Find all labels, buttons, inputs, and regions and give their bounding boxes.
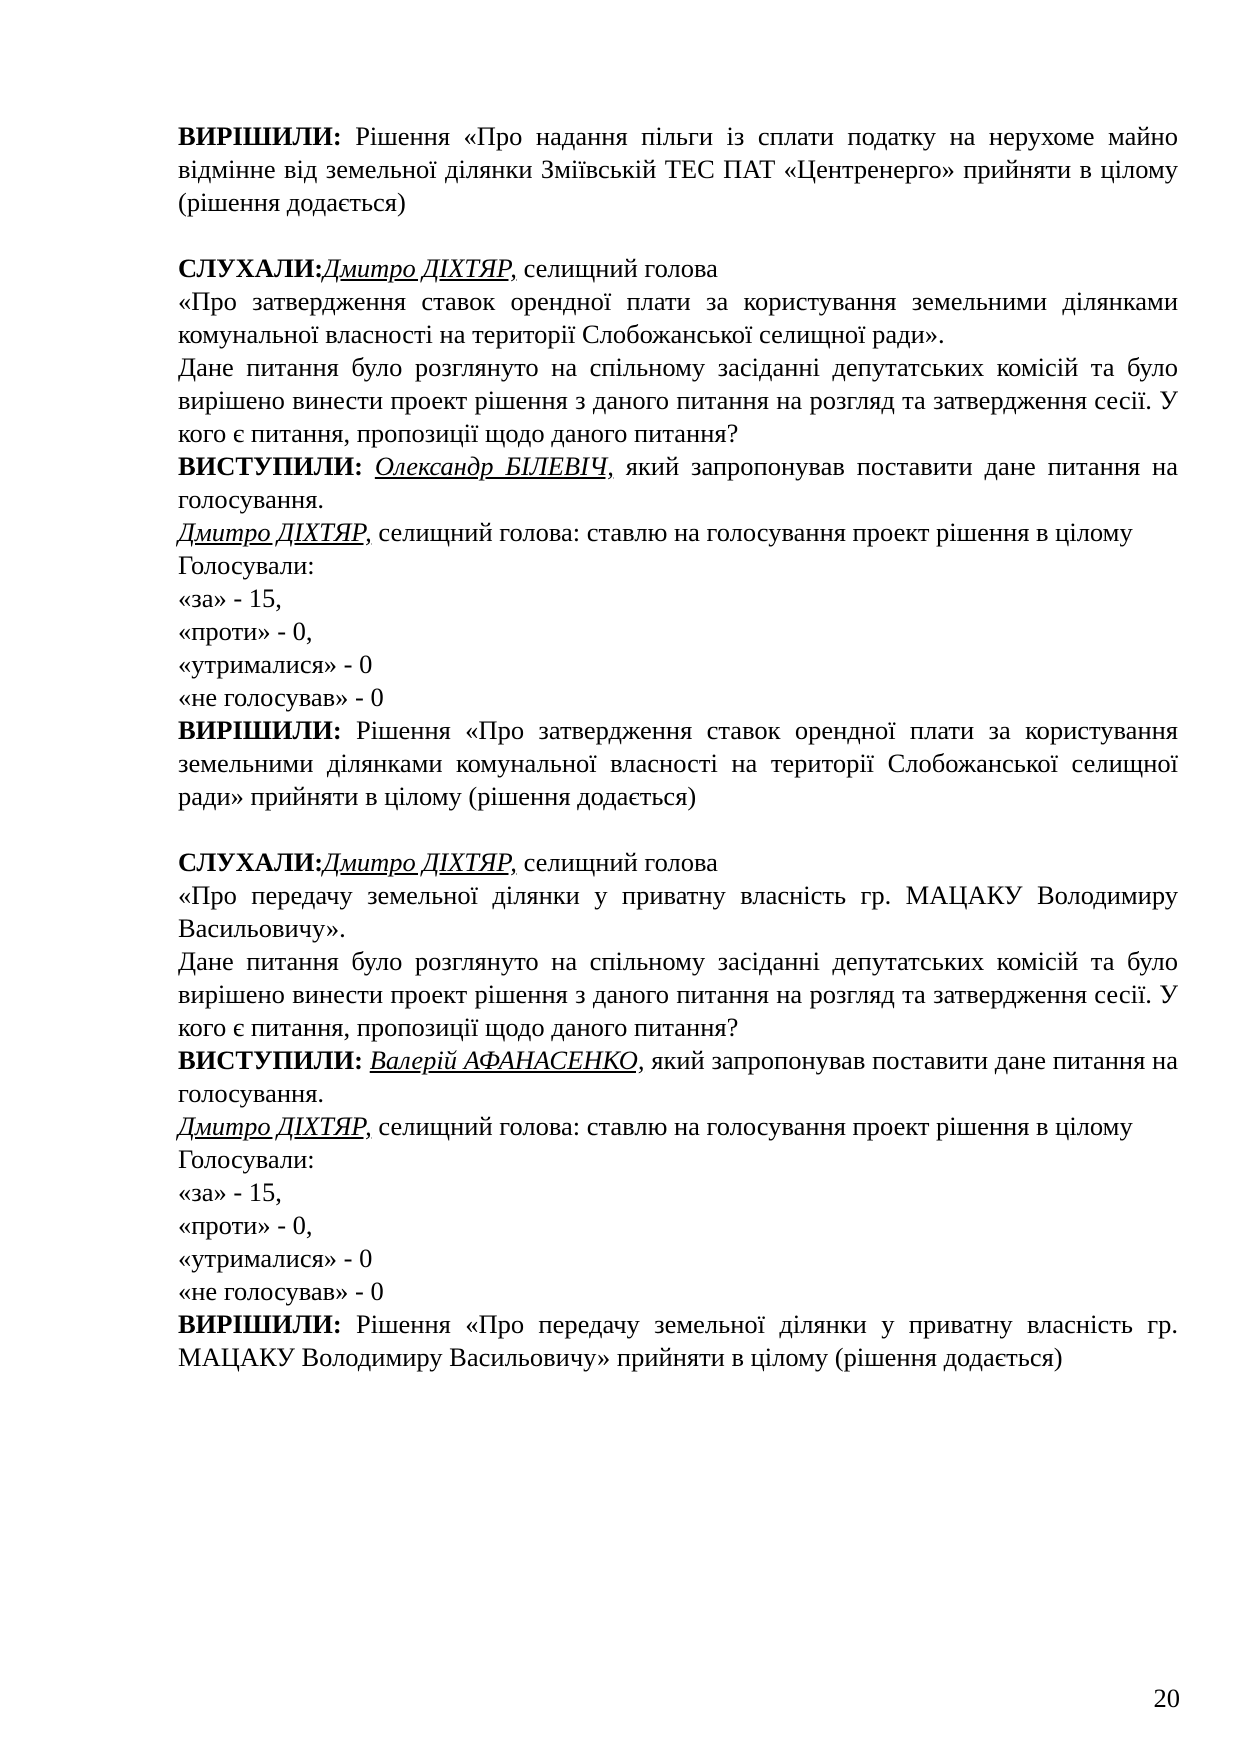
speaker-name: Дмитро ДІХТЯР, [323,253,517,283]
vote-line: «утрималися» - 0 [178,649,373,679]
spoke-text: який запропонував поставити дане питання на голосування. [178,1045,1178,1108]
vote-line: «проти» - 0, [178,616,313,646]
page-number: 20 [1153,1683,1180,1713]
page-content [178,120,1178,1374]
heard-line [178,846,1178,879]
heard-label: СЛУХАЛИ: [178,847,324,877]
spoke-paragraph [178,1044,1178,1110]
vote-line: «утрималися» - 0 [178,1243,373,1273]
heard-label: СЛУХАЛИ: [178,253,324,283]
spacer [178,813,1178,846]
vote-line: «за» - 15, [178,583,282,613]
decision-paragraph [178,1308,1178,1374]
spacer [178,219,1178,252]
intro-paragraph: Дане питання було розглянуто на спільному засіданні депутатських комісій та було вирішено винести проект рішення з даного питання на розгляд та затвердження сесії. У кого є питання, пропозиції щодо даного питання? [178,946,1178,1042]
speaker-name: Дмитро ДІХТЯР, [323,847,517,877]
agenda-topic: «Про затвердження ставок орендної плати за користування земельними ділянками комунальної власності на території Слобожанської селищної ради». [178,286,1178,349]
vote-line: «за» - 15, [178,1177,282,1207]
decided-text: Рішення «Про надання пільги із сплати податку на нерухоме майно відмінне від земельної ділянки Зміївській ТЕС ПАТ «Центренерго» прийняти в цілому (рішення додається) [178,121,1178,217]
vote-line: «проти» - 0, [178,1210,313,1240]
decided-text: Рішення «Про передачу земельної ділянки у приватну власність гр. МАЦАКУ Володимиру Васильовичу» прийняти в цілому (рішення додається) [178,1309,1178,1372]
chair-text: селищний голова: ставлю на голосування проект рішення в цілому [371,1111,1133,1141]
vote-line: «не голосував» - 0 [178,1276,384,1306]
chair-name: Дмитро ДІХТЯР, [178,1111,372,1141]
vote-line: «не голосував» - 0 [178,682,384,712]
speaker-name: Валерій АФАНАСЕНКО, [369,1045,645,1075]
speaker-name: Олександр БІЛЕВІЧ, [374,451,614,481]
spoke-text: який запропонував поставити дане питання на голосування. [178,451,1178,514]
decided-label: ВИРІШИЛИ: [178,1309,342,1339]
spoke-label: ВИСТУПИЛИ: [178,451,363,481]
vote-line: Голосували: [178,1144,315,1174]
spoke-paragraph [178,450,1178,516]
vote-line: Голосували: [178,550,315,580]
speaker-role: селищний голова [516,253,718,283]
intro-paragraph: Дане питання було розглянуто на спільному засіданні депутатських комісій та було вирішено винести проект рішення з даного питання на розгляд та затвердження сесії. У кого є питання, пропозиції щодо даного питання? [178,352,1178,448]
speaker-role: селищний голова [516,847,718,877]
chair-name: Дмитро ДІХТЯР, [178,517,372,547]
decision-paragraph [178,714,1178,813]
decided-label: ВИРІШИЛИ: [178,715,342,745]
chair-text: селищний голова: ставлю на голосування проект рішення в цілому [371,517,1133,547]
heard-line [178,252,1178,285]
decided-text: Рішення «Про затвердження ставок орендної плати за користування земельними ділянками комунальної власності на території Слобожанської селищної ради» прийняти в цілому (рішення додається) [178,715,1178,811]
agenda-topic: «Про передачу земельної ділянки у приватну власність гр. МАЦАКУ Володимиру Васильовичу». [178,880,1178,943]
spoke-label: ВИСТУПИЛИ: [178,1045,363,1075]
chair-paragraph [178,1110,1178,1143]
decision-paragraph [178,120,1178,219]
decided-label: ВИРІШИЛИ: [178,121,342,151]
chair-paragraph [178,516,1178,549]
